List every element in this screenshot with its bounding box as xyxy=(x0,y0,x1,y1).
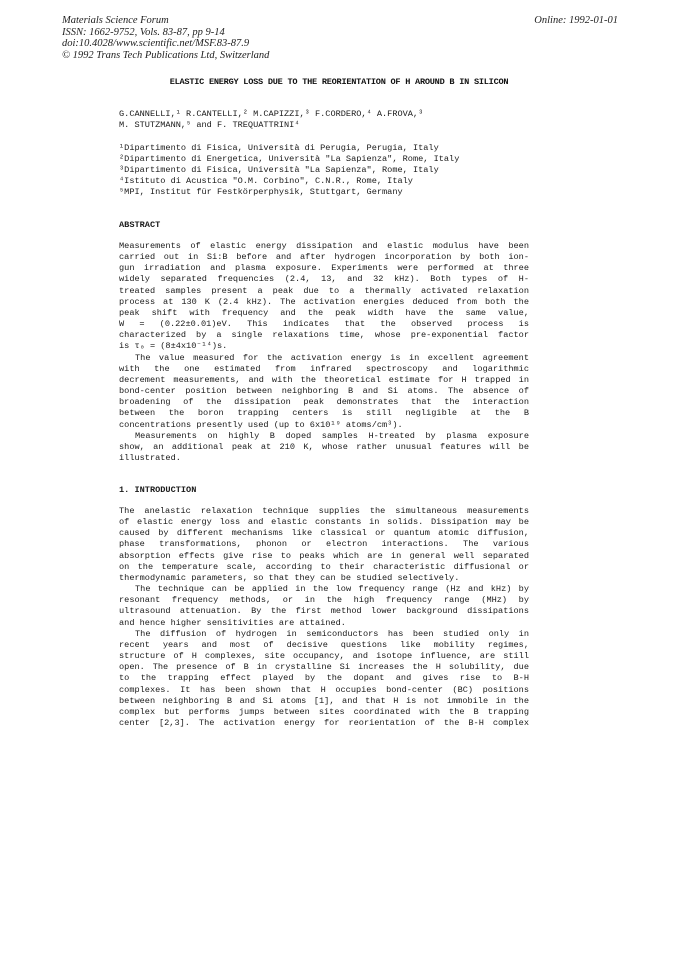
text-line: Measurements on highly B doped samples H-treated by plasma exposure xyxy=(135,430,529,441)
text-line: ultrasound attenuation. By the first method lower background dissipations xyxy=(119,606,529,617)
paper-title: ELASTIC ENERGY LOSS DUE TO THE REORIENTATION OF H AROUND B IN SILICON xyxy=(169,77,509,87)
affiliation-item: ²Dipartimento di Energetica, Università "La Sapienza", Rome, Italy xyxy=(119,154,460,164)
affiliation-item: ⁴Istituto di Acustica "O.M. Corbino", C.N.R., Rome, Italy xyxy=(119,176,413,186)
text-line: The diffusion of hydrogen in semiconductors has been studied only in xyxy=(135,628,529,639)
text-line: open. The presence of B in crystalline Si increases the H solubility, due xyxy=(119,662,529,673)
text-line: carried out in Si:B before and after hydrogen incorporation by both ion- xyxy=(119,252,529,263)
text-line: caused by different mechanisms like classical or quantum atomic diffusion, xyxy=(119,528,529,539)
text-line: The technique can be applied in the low frequency range (Hz and kHz) by xyxy=(135,584,529,595)
journal-name: Materials Science Forum xyxy=(62,15,169,26)
affiliation-item: ⁵MPI, Institut für Festkörperphysik, Stuttgart, Germany xyxy=(119,187,403,197)
text-line: The anelastic relaxation technique supplies the simultaneous measurements xyxy=(119,506,529,516)
text-line: decrement measurements, and with the theoretical estimate for H trapped in xyxy=(119,374,529,385)
intro-paragraph xyxy=(119,629,529,729)
abstract-paragraph xyxy=(119,431,529,464)
text-line: thermodynamic parameters, so that they can be studied selectively. xyxy=(119,572,460,583)
publisher-header xyxy=(62,15,618,61)
issn-line: ISSN: 1662-9752, Vols. 83-87, pp 9-14 xyxy=(62,26,225,38)
text-line: W = (0.22±0.01)eV. This indicates that the observed process is xyxy=(119,319,529,330)
text-line: process at 130 K (2.4 kHz). The activation energies deduced from both the xyxy=(119,296,529,307)
text-line: phase transformations, phonon or electron interactions. The various xyxy=(119,539,529,550)
text-line: center [2,3]. The activation energy for reorientation of the B-H complex xyxy=(119,717,529,728)
text-line: broadening of the dissipation peak demonstrates that the interaction xyxy=(119,397,529,408)
text-line: concentrations presently used (up to 6x10¹⁹ atoms/cm³). xyxy=(119,419,403,430)
text-line: of elastic energy loss and elastic constants in solids. Dissipation may be xyxy=(119,517,529,528)
affiliation-list xyxy=(119,143,529,198)
author-line: G.CANNELLI,¹ R.CANTELLI,² M.CAPIZZI,³ F.CORDERO,⁴ A.FROVA,³ xyxy=(119,109,424,119)
online-date: Online: 1992-01-01 xyxy=(534,15,618,26)
text-line: structure of H complexes, site occupancy, and isotope influence, are still xyxy=(119,651,529,662)
text-line: and hence higher sensitivities are attained. xyxy=(119,617,346,628)
text-line: The value measured for the activation energy is in excellent agreement xyxy=(135,352,529,363)
introduction-body xyxy=(119,506,529,729)
intro-paragraph xyxy=(119,584,529,629)
intro-paragraph xyxy=(119,506,529,584)
abstract-paragraph xyxy=(119,241,529,353)
text-line: resonant frequency methods, or in the high frequency range (MHz) by xyxy=(119,595,529,606)
author-list xyxy=(119,109,529,131)
text-line: characterized by a single relaxations time, whose pre-exponential factor xyxy=(119,330,529,341)
watermark: ​ xyxy=(242,42,258,85)
abstract-body xyxy=(119,241,529,464)
text-line: to the trapping effect played by the dopant and gives rise to B-H xyxy=(119,673,529,684)
abstract-heading: ABSTRACT xyxy=(119,220,161,230)
text-line: is τ₀ = (8±4x10⁻¹⁴)s. xyxy=(119,341,228,352)
doi-link[interactable]: doi:10.4028/www.scientific.net/MSF.83-87.9 xyxy=(62,38,250,49)
text-line: show, an additional peak at 210 K, whose rather unusual features will be xyxy=(119,441,529,452)
text-line: on the temperature scale, according to their characteristic diffusional or xyxy=(119,561,529,572)
affiliation-item: ³Dipartimento di Fisica, Università "La Sapienza", Rome, Italy xyxy=(119,165,439,175)
abstract-paragraph xyxy=(119,353,529,431)
text-line: complex but performs jumps between sites coordinated with the B trapping xyxy=(119,706,529,717)
affiliation-item: ¹Dipartimento di Fisica, Università di Perugia, Perugia, Italy xyxy=(119,143,439,153)
text-line: between the boron trapping centers is still negligible at the B xyxy=(119,408,529,419)
introduction-heading: 1. INTRODUCTION xyxy=(119,485,197,495)
author-line: M. STUTZMANN,⁵ and F. TREQUATTRINI⁴ xyxy=(119,120,300,131)
text-line: recent years and most of decisive questions like mobility regimes, xyxy=(119,639,529,650)
copyright-line: © 1992 Trans Tech Publications Ltd, Switzerland xyxy=(62,49,270,61)
text-line: between neighboring B and Si atoms [1], and that H is not immobile in the xyxy=(119,695,529,706)
text-line: with the one estimated from infrared spectroscopy and logarithmic xyxy=(119,363,529,374)
text-line: bond-center position between neighboring B and Si atoms. The absence of xyxy=(119,386,529,397)
text-line: widely separated frequencies (2.4, 13, and 32 kHz). Both types of H- xyxy=(119,274,529,285)
text-line: peak shift with frequency and the peak width have the same value, xyxy=(119,307,529,318)
text-line: treated samples present a peak due to a thermally activated relaxation xyxy=(119,285,529,296)
text-line: Measurements of elastic energy dissipation and elastic modulus have been xyxy=(119,241,529,251)
text-line: absorption effects give rise to peaks which are in general well separated xyxy=(119,550,529,561)
text-line: illustrated. xyxy=(119,452,181,463)
text-line: complexes. It has been shown that H occupies bond-center (BC) positions xyxy=(119,684,529,695)
text-line: gun irradiation and plasma exposure. Experiments were performed at three xyxy=(119,263,529,274)
